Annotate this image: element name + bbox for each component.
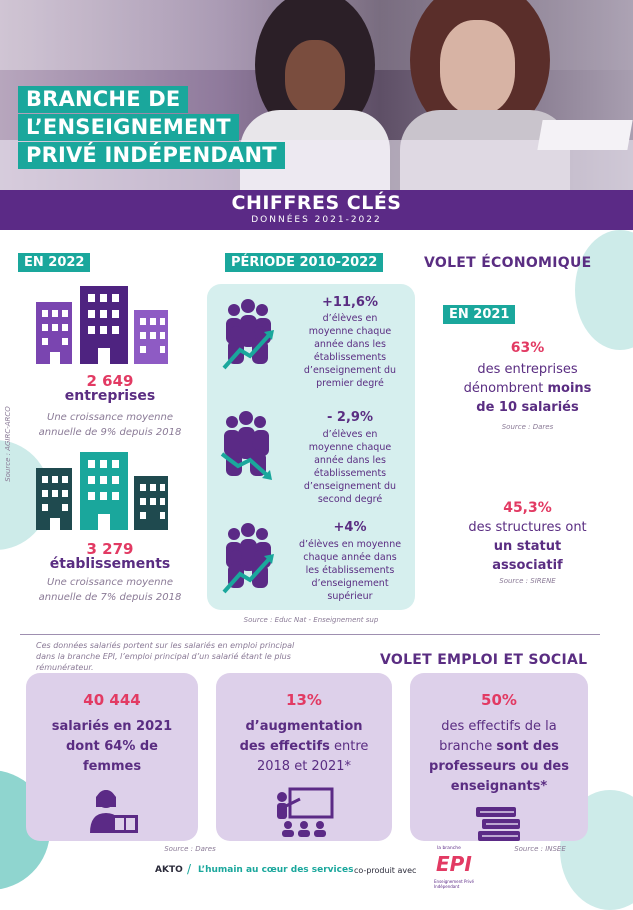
card-augmentation-value: 13% bbox=[286, 691, 322, 709]
buildings-teal-icon bbox=[36, 452, 168, 532]
coproduit-label: co-produit avec bbox=[354, 866, 417, 875]
source-dares: Source : Dares bbox=[501, 423, 554, 431]
stat-associatif-pct: 45,3% bbox=[503, 500, 552, 516]
stat-second-degre-pct: - 2,9% bbox=[327, 410, 373, 425]
card-augmentation-text: d’augmentation des effectifs entre 2018 et 2021* bbox=[239, 719, 369, 774]
akto-logo: AKTO bbox=[155, 865, 183, 875]
akto-slogan: L’humain au cœur des services bbox=[198, 865, 354, 875]
emploi-note: Ces données salariés portent sur les salariés en emploi principal dans la branche EPI, l’emploi principal d’un salarié étant le plus rémunérateur. bbox=[36, 641, 295, 672]
title-line-3: PRIVÉ INDÉPENDANT bbox=[18, 142, 285, 169]
card-salaries-value: 40 444 bbox=[83, 691, 141, 709]
epi-logo-top: la branche bbox=[437, 846, 461, 851]
card-salaries bbox=[26, 673, 198, 841]
title-line-2: L’ENSEIGNEMENT bbox=[18, 114, 239, 141]
tag-periode: PÉRIODE 2010-2022 bbox=[225, 253, 383, 272]
students-decline-icon bbox=[218, 410, 274, 482]
key-figures-band bbox=[0, 190, 633, 230]
divider bbox=[20, 634, 600, 635]
stat-moins-10-text: des entreprises dénombrent moins de 10 salariés bbox=[463, 362, 592, 415]
etablissements-label: établissements bbox=[49, 556, 171, 572]
band-title: CHIFFRES CLÉS bbox=[231, 192, 402, 214]
stat-superieur-pct: +4% bbox=[333, 520, 367, 535]
entreprises-value: 2 649 bbox=[86, 372, 134, 390]
teacher-board-icon bbox=[272, 787, 336, 837]
source-agirc-arco: Source : AGIRC-ARCO bbox=[3, 406, 12, 482]
band-subtitle: DONNÉES 2021-2022 bbox=[251, 215, 382, 225]
source-sirene: Source : SIRENE bbox=[499, 577, 556, 585]
stat-superieur-text: d’élèves en moyenne chaque année dans les établissements d’enseignement supérieur bbox=[298, 539, 402, 602]
stat-associatif-text: des structures ont un statut associatif bbox=[468, 520, 587, 573]
tag-en-2021: EN 2021 bbox=[443, 305, 515, 324]
card-salaries-text: salariés en 2021 dont 64% de femmes bbox=[51, 719, 173, 774]
etablissements-value: 3 279 bbox=[86, 540, 134, 558]
title-line-1: BRANCHE DE bbox=[18, 86, 188, 113]
entreprises-growth: Une croissance moyenne annuelle de 9% depuis 2018 bbox=[38, 412, 182, 438]
card-enseignants-text: des effectifs de la branche sont des professeurs ou des enseignants* bbox=[429, 719, 569, 794]
buildings-purple-icon bbox=[36, 286, 168, 366]
stat-second-degre-text: d’élèves en moyenne chaque année dans les établissements d’enseignement du second degré bbox=[303, 429, 397, 505]
epi-logo: EPI bbox=[436, 852, 472, 876]
source-insee: Source : INSEE bbox=[514, 845, 566, 853]
card-augmentation bbox=[216, 673, 392, 841]
card-enseignants bbox=[410, 673, 588, 841]
epi-logo-subtitle: Enseignement Privé Indépendant bbox=[434, 879, 474, 889]
etablissements-growth: Une croissance moyenne annuelle de 7% depuis 2018 bbox=[38, 577, 182, 603]
source-dares-2: Source : Dares bbox=[164, 845, 216, 853]
books-stack-icon bbox=[474, 803, 524, 843]
decor-circle bbox=[575, 230, 633, 350]
stat-moins-10-pct: 63% bbox=[510, 340, 545, 356]
stat-premier-degre-pct: +11,6% bbox=[322, 295, 378, 310]
woman-reading-icon bbox=[82, 787, 142, 835]
card-enseignants-value: 50% bbox=[481, 691, 517, 709]
heading-volet-economique: VOLET ÉCONOMIQUE bbox=[424, 255, 592, 271]
tag-en-2022: EN 2022 bbox=[18, 253, 90, 272]
heading-volet-emploi: VOLET EMPLOI ET SOCIAL bbox=[380, 652, 588, 668]
students-growth-icon bbox=[220, 522, 276, 594]
source-educ-nat: Source : Educ Nat - Enseignement sup bbox=[243, 616, 379, 624]
students-growth-icon bbox=[220, 298, 276, 370]
stat-premier-degre-text: d’élèves en moyenne chaque année dans les établissements d’enseignement du premier degré bbox=[303, 313, 397, 389]
slash-divider: / bbox=[187, 862, 192, 876]
entreprises-label: entreprises bbox=[64, 388, 156, 404]
